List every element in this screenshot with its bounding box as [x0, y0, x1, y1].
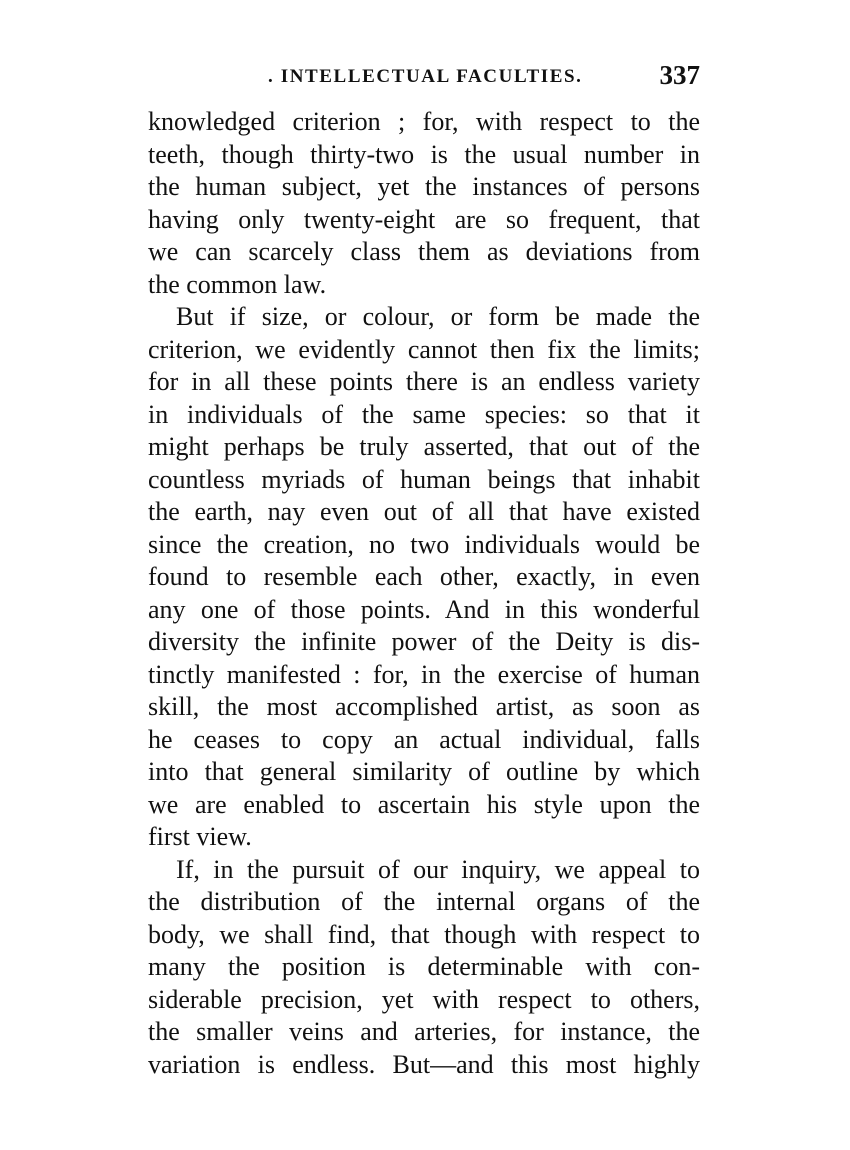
text-line: diversity the infinite power of the Deity is dis-	[148, 627, 700, 656]
running-head	[148, 60, 700, 96]
text-line: But if size, or colour, or form be made the	[176, 302, 700, 331]
text-line: variation is endless. But—and this most highly	[148, 1049, 700, 1079]
text-line: the human subject, yet the instances of persons	[148, 172, 700, 201]
text-line: the distribution of the internal organs of the	[148, 887, 700, 916]
text-line: found to resemble each other, exactly, in even	[148, 562, 700, 591]
text-line: countless myriads of human beings that inhabit	[148, 464, 700, 494]
text-line: into that general similarity of outline by which	[148, 757, 700, 786]
text-line: he ceases to copy an actual individual, falls	[148, 724, 700, 754]
text-line: siderable precision, yet with respect to others,	[148, 984, 700, 1014]
body-text	[148, 106, 700, 1081]
text-line: we are enabled to ascertain his style upon the	[148, 789, 700, 819]
text-line: the common law.	[148, 269, 327, 299]
text-line: having only twenty-eight are so frequent, that	[148, 204, 700, 234]
text-line: since the creation, no two individuals would be	[148, 529, 700, 559]
running-title: . INTELLECTUAL FACULTIES.	[268, 66, 583, 87]
text-line: might perhaps be truly asserted, that out of the	[148, 432, 700, 461]
text-line: the smaller veins and arteries, for instance, the	[148, 1017, 700, 1046]
text-line: body, we shall find, that though with respect to	[148, 919, 700, 949]
text-line: teeth, though thirty-two is the usual number in	[148, 139, 700, 169]
text-line: criterion, we evidently cannot then fix the limits;	[148, 334, 700, 364]
text-line: skill, the most accomplished artist, as soon as	[148, 692, 700, 721]
text-line: many the position is determinable with con-	[148, 952, 700, 981]
page-number: 337	[659, 60, 700, 90]
text-line: first view.	[148, 822, 252, 851]
text-line: knowledged criterion ; for, with respect to the	[148, 107, 700, 136]
text-line: any one of those points. And in this wonderful	[148, 594, 700, 624]
text-line: for in all these points there is an endless variety	[148, 367, 700, 396]
text-line: the earth, nay even out of all that have existed	[148, 497, 700, 526]
text-line: we can scarcely class them as deviations from	[148, 237, 700, 266]
text-line: If, in the pursuit of our inquiry, we appeal to	[176, 854, 700, 884]
text-line: tinctly manifested : for, in the exercise of human	[148, 659, 700, 689]
text-line: in individuals of the same species: so that it	[148, 399, 700, 429]
